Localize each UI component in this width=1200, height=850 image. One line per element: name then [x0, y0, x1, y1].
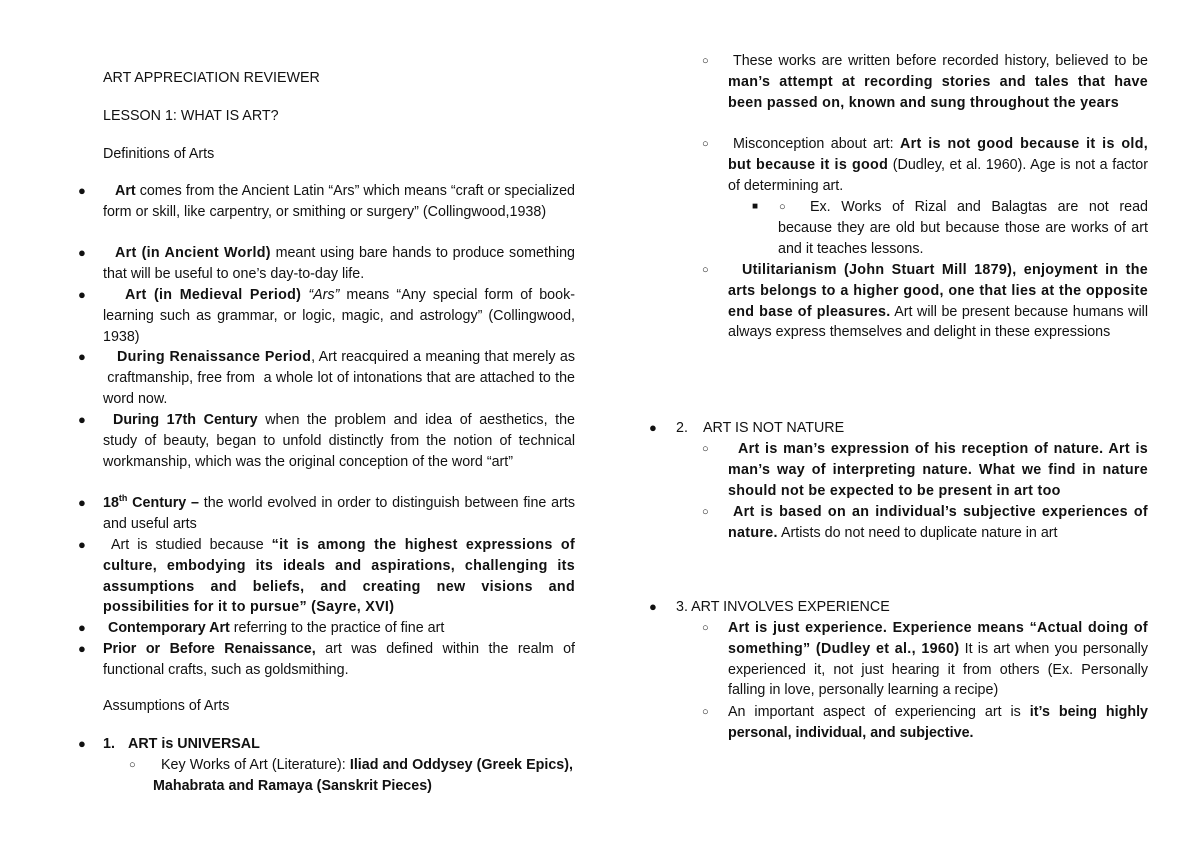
assumption-item [728, 702, 1148, 744]
definition-item [103, 639, 575, 681]
definition-item [103, 410, 575, 472]
definition-quote: “it is among the highest expressions of culture, embodying its ideals and aspirations, challenging its assumptions and beliefs, and creating new visions and possibilities for it to pursue” (Sayre, XVI) [103, 537, 576, 616]
item-bold: Art is man’s expression of his reception of nature. Art is man’s way of interpreting nature. What we find in nature should not be expected to be present in art too [728, 441, 1148, 499]
bullet-icon: ● [78, 287, 86, 302]
bullet-icon: ● [78, 537, 86, 552]
assumption-item [728, 260, 1148, 343]
bullet-icon: ● [78, 349, 86, 364]
definition-text: the world evolved in order to distinguish between fine arts and useful arts [103, 495, 575, 532]
circle-bullet-icon: ○ [129, 759, 136, 771]
bullet-icon: ● [78, 183, 86, 198]
bullet-icon: ● [78, 412, 86, 427]
bullet-icon: ● [78, 641, 86, 656]
definition-term: Art [115, 183, 136, 199]
assumption-item [728, 134, 1148, 196]
circle-bullet-icon: ○ [702, 443, 709, 455]
assumption-heading: ART is UNIVERSAL [128, 736, 260, 752]
ordinal-suffix: th [118, 493, 128, 504]
circle-bullet-icon: ○ [702, 706, 709, 718]
definition-item [103, 181, 575, 223]
definition-term: Prior or Before Renaissance, [103, 641, 316, 657]
definition-item [103, 347, 575, 409]
document-title: ART APPRECIATION REVIEWER [103, 70, 320, 86]
bullet-icon: ● [78, 495, 86, 510]
definition-item [103, 618, 575, 639]
bullet-icon: ● [78, 620, 86, 635]
item-bold: Art is based on an individual’s subjective experiences of nature. [728, 504, 1148, 541]
assumptions-heading: Assumptions of Arts [103, 698, 230, 714]
assumption-item [728, 618, 1148, 701]
definition-text: meant using bare hands to produce something that will be useful to one’s day-to-day life. [103, 245, 576, 282]
definition-term-rest: Century – [127, 495, 199, 511]
circle-bullet-icon: ○ [779, 201, 786, 213]
definition-item [103, 243, 575, 285]
assumption-number: 1. [103, 736, 115, 752]
item-text: Misconception about art: [733, 136, 901, 152]
assumption-item [153, 755, 573, 797]
sub-item: Ex. Works of Rizal and Balagtas are not read because they are old but because those are works of art and it teaches lessons. [778, 199, 1148, 257]
item-bold: Iliad and Oddysey (Greek Epics), Mahabrata and Ramaya (Sanskrit Pieces) [153, 757, 573, 794]
definition-text: when the problem and idea of aesthetics, the study of beauty, began to unfold distinctly from the notion of technical workmanship, which was the original conception of the word “art” [103, 412, 575, 470]
assumption-item [728, 502, 1148, 544]
definition-term: Art (in Medieval Period) [125, 287, 302, 303]
bullet-icon: ● [649, 599, 657, 614]
item-text: Art will be present because humans will always express themselves and delight in these expressions [728, 303, 1149, 341]
definition-term: During 17th Century [113, 412, 258, 428]
assumption-heading: ART IS NOT NATURE [703, 420, 845, 436]
bullet-icon: ● [649, 420, 657, 435]
definition-text: Art is studied because [111, 537, 272, 553]
square-bullet-icon: ■ [752, 201, 759, 212]
item-text: It is art when you personally experienced it, not just hearing it from others (Ex. Personally falling in love, personally learning a recipe) [728, 640, 1148, 699]
item-text: Key Works of Art (Literature): [161, 757, 350, 773]
bullet-icon: ● [78, 736, 86, 751]
definition-item [103, 493, 575, 535]
assumption-heading: 3. ART INVOLVES EXPERIENCE [676, 599, 890, 615]
item-text: These works are written before recorded history, believed to be [733, 53, 1148, 69]
lesson-heading: LESSON 1: WHAT IS ART? [103, 108, 279, 124]
circle-bullet-icon: ○ [702, 138, 709, 150]
item-bold: Art is just experience. Experience means “Actual doing of something” (Dudley et al., 1960) [728, 620, 1148, 657]
definition-term-italic: “Ars” [308, 287, 340, 303]
item-text: Artists do not need to duplicate nature in art [777, 524, 1058, 541]
circle-bullet-icon: ○ [702, 264, 709, 276]
definition-text: , Art reacquired a meaning that merely as craftmanship, free from a whole lot of intonations that are attached to the word now. [103, 349, 576, 407]
definitions-heading: Definitions of Arts [103, 146, 215, 162]
definition-text: comes from the Ancient Latin “Ars” which means “craft or specialized form or skill, like carpentry, or smithing or surgery” (Collingwood,1938) [103, 183, 575, 220]
definition-item [103, 535, 575, 618]
circle-bullet-icon: ○ [702, 55, 709, 67]
definition-item [103, 285, 575, 347]
definition-term: During Renaissance Period [117, 349, 312, 365]
assumption-number: 2. [676, 420, 688, 436]
definition-text: referring to the practice of fine art [229, 620, 445, 636]
assumption-item [728, 51, 1148, 113]
item-bold: Art is not good because it is old, but because it is good [728, 136, 1148, 173]
circle-bullet-icon: ○ [702, 622, 709, 634]
definition-term: 18 [103, 495, 119, 511]
circle-bullet-icon: ○ [702, 506, 709, 518]
definition-text: means “Any special form of book-learning such as grammar, or logic, magic, and astrology” (Collingwood, 1938) [103, 287, 575, 345]
bullet-icon: ● [78, 245, 86, 260]
item-text: An important aspect of experiencing art is [728, 704, 1030, 720]
definition-text: art was defined within the realm of functional crafts, such as goldsmithing. [103, 641, 576, 678]
item-bold: Utilitarianism (John Stuart Mill 1879), enjoyment in the arts belongs to a higher good, one that lies at the opposite end base of pleasures. [728, 262, 1148, 320]
item-bold: it’s being highly personal, individual, and subjective. [728, 704, 1148, 741]
assumption-item [728, 439, 1148, 501]
definition-term: Contemporary Art [108, 620, 230, 636]
item-text: (Dudley, et al. 1960). Age is not a factor of determining art. [728, 156, 1148, 194]
definition-term: Art (in Ancient World) [115, 245, 271, 261]
item-bold: man’s attempt at recording stories and tales that have been passed on, known and sung throughout the years [728, 73, 1148, 111]
